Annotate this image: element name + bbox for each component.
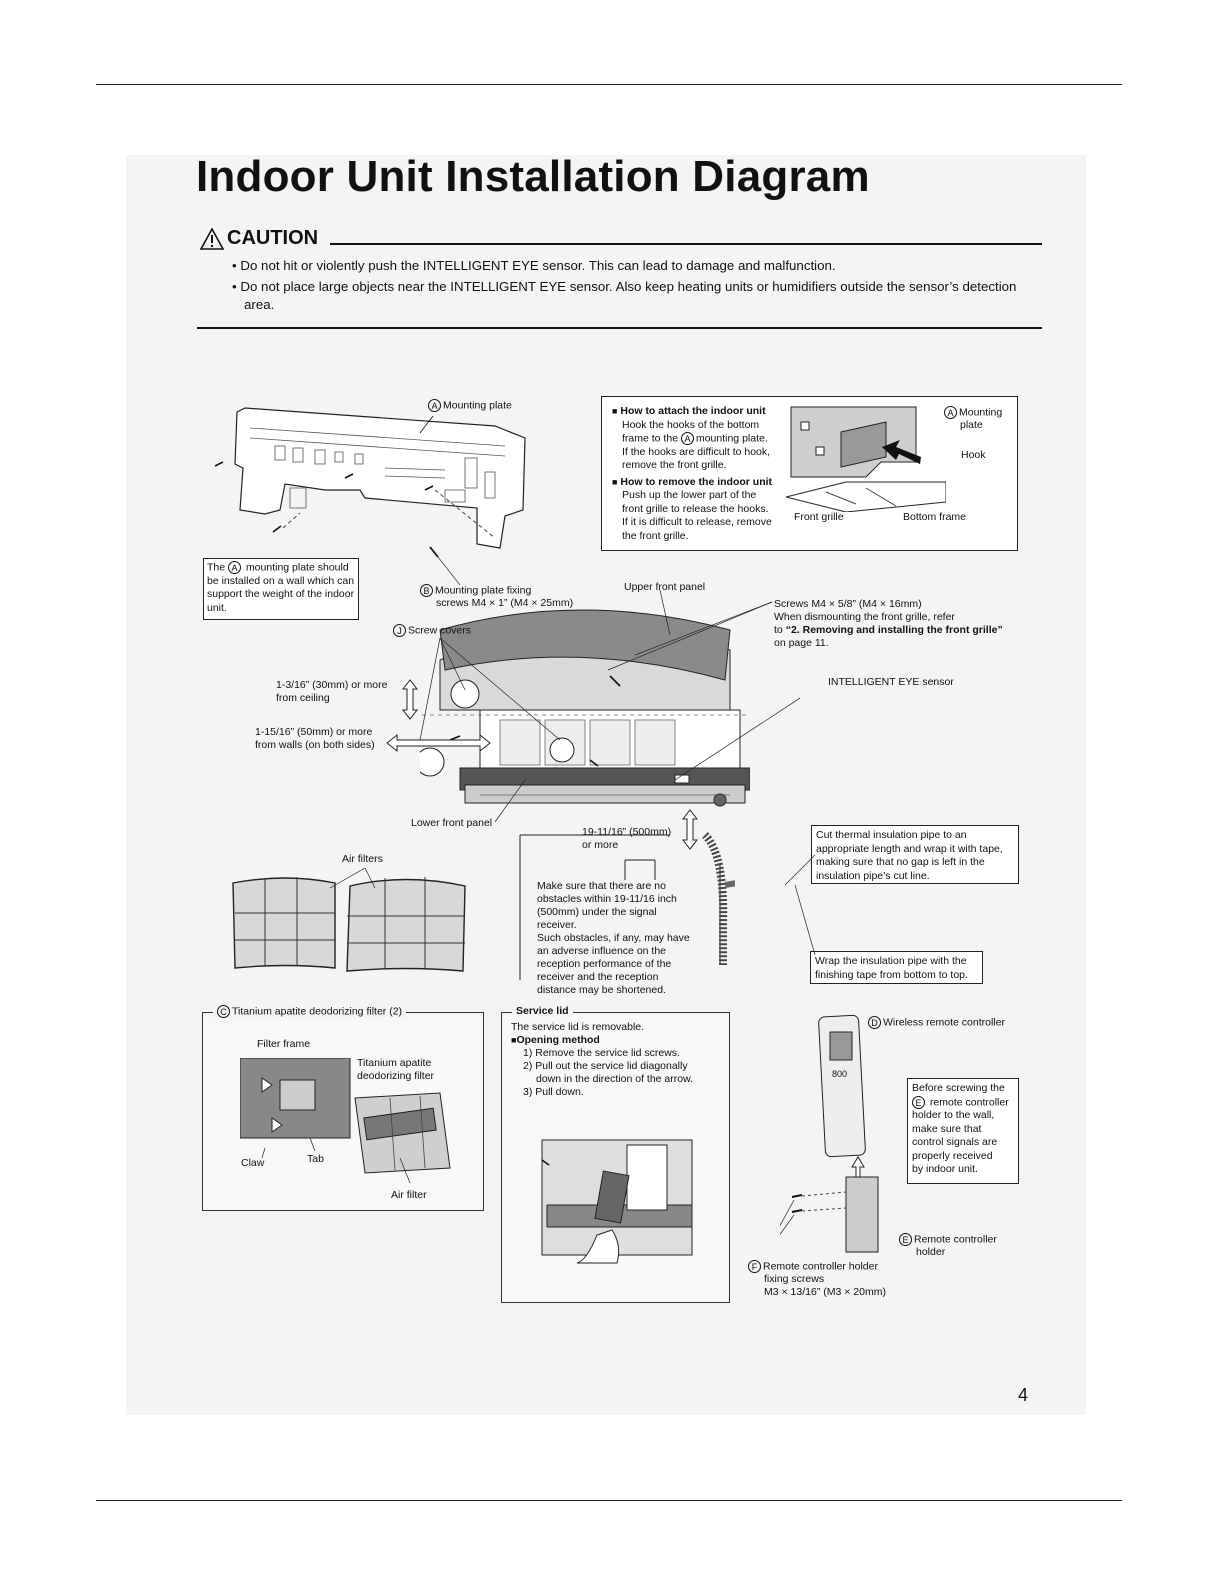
caution-heading <box>200 227 318 250</box>
ceiling-clearance-label: 1-3/16” (30mm) or more from ceiling <box>276 679 388 704</box>
page-title: Indoor Unit Installation Diagram <box>196 152 870 201</box>
service-lid-text: The service lid is removable. ■Opening method 1) Remove the service lid screws. 2) Pull out the service lid diagonally down in the direction of the arrow. 3) Pull down. <box>511 1021 694 1098</box>
titanium-filter-name: Titanium apatite deodorizing filter <box>357 1057 435 1082</box>
remote-display: 800 <box>832 1069 848 1079</box>
attach-instructions-box: ■ How to attach the indoor unit Hook the hooks of the bottom frame to the A mounting plate. If the hooks are difficult to hook, remove the front grille. ■ How to remove the indoor unit Push up the lower part of the front grille to release the hooks. If it is difficult to release, remove the front grille. <box>601 396 1018 551</box>
bottom-rule <box>96 1500 1122 1501</box>
intelligent-eye-label: INTELLIGENT EYE sensor <box>828 676 954 688</box>
bottom-frame-label: Bottom frame <box>903 511 967 523</box>
hook-detail-drawing <box>786 402 946 512</box>
lower-front-panel-label: Lower front panel <box>411 817 493 829</box>
pipe-leader-lines <box>775 845 835 965</box>
wrap-pipe-note: Wrap the insulation pipe with the finishing tape from bottom to top. <box>810 951 983 984</box>
titanium-filter-title: C Titanium apatite deodorizing filter (2) <box>213 1005 406 1018</box>
mounting-plate-note: The A mounting plate should be installed on a wall which can support the weight of the indoor unit. <box>203 558 359 620</box>
wireless-remote-label: D Wireless remote controller <box>868 1016 1005 1029</box>
cut-pipe-note: Cut thermal insulation pipe to an appropriate length and wrap it with tape, making sure that no gap is left in the insulation pipe’s cut line. <box>811 825 1019 884</box>
caution-line <box>330 243 1042 245</box>
top-rule <box>96 84 1122 85</box>
obstacles-note: Make sure that there are no obstacles within 19-11/16 inch (500mm) under the signal receiver. Such obstacles, if any, may have an adverse influence on the reception performance of the receiver and the reception distance may be shortened. <box>537 880 690 996</box>
mounting-plate-drawing <box>205 398 535 558</box>
warning-icon <box>200 228 224 250</box>
caution-item: • Do not hit or violently push the INTELLIGENT EYE sensor. This can lead to damage and malfunction. <box>232 258 836 273</box>
filter-frame-label: Filter frame <box>257 1038 311 1050</box>
remote-holder-label: E Remote controller holder <box>899 1233 997 1259</box>
wall-clearance-label: 1-15/16” (50mm) or more from walls (on both sides) <box>255 726 375 751</box>
remote-test-note: Before screwing the E remote controller holder to the wall, make sure that control signals are properly received by indoor unit. <box>907 1078 1019 1184</box>
fixing-screws-label: B Mounting plate fixing screws M4 × 1” (M4 × 25mm) <box>420 584 573 610</box>
caution-item: • Do not place large objects near the INTELLIGENT EYE sensor. Also keep heating units or humidifiers outside the sensor’s detection area. <box>232 279 1017 312</box>
caution-label: CAUTION <box>227 227 319 249</box>
marker-a: A <box>428 399 441 412</box>
air-filter-label: Air filter <box>391 1189 427 1201</box>
screw-covers-label: J Screw covers <box>393 624 471 637</box>
holder-screws-label: F Remote controller holder fixing screws M3 × 13/16” (M3 × 20mm) <box>748 1260 886 1299</box>
upper-front-panel-label: Upper front panel <box>624 581 706 593</box>
hook-label: Hook <box>961 449 986 461</box>
titanium-filter-drawing <box>240 1058 470 1188</box>
caution-list <box>232 257 1032 317</box>
claw-label: Claw <box>241 1157 265 1169</box>
screws-note: Screws M4 × 5/8” (M4 × 16mm) When dismounting the front grille, refer to “2. Removing and installing the front grille” on page 11. <box>774 598 1003 649</box>
service-lid-drawing <box>537 1135 697 1265</box>
page-number: 4 <box>1018 1385 1029 1405</box>
mounting-plate-label: A Mounting plate <box>428 399 512 412</box>
front-grille-label: Front grille <box>794 511 844 523</box>
caution-divider <box>197 327 1042 329</box>
attach-mounting-plate-label: A Mounting plate <box>944 406 1002 432</box>
remote-controller-drawing <box>780 1012 880 1262</box>
air-filters-drawing <box>225 868 475 978</box>
tab-label: Tab <box>307 1153 324 1165</box>
clearance-500mm-label: 19-11/16” (500mm) or more <box>582 826 672 851</box>
air-filters-label: Air filters <box>342 853 383 865</box>
service-lid-title: Service lid <box>512 1005 573 1017</box>
